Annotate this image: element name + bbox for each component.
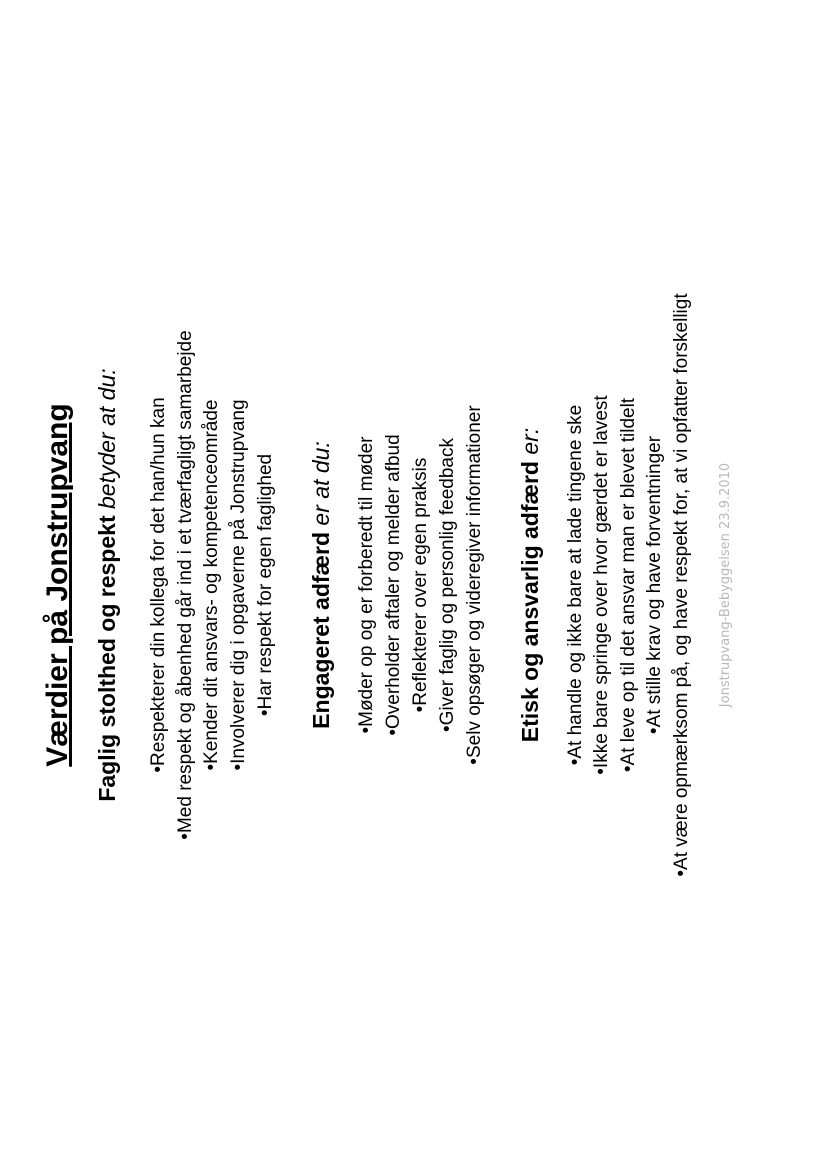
section-heading-italic: er: xyxy=(517,427,543,455)
list-item: •Giver faglig og personlig feedback xyxy=(437,438,458,732)
section-heading-italic: betyder at du: xyxy=(94,368,120,509)
list-item: •At stille krav og have forventninger xyxy=(644,435,665,735)
list-item: •Overholder aftaler og melder afbud xyxy=(383,434,404,736)
list-item: •At være opmærksom på, og have respekt for, at vi opfatter forskelligt xyxy=(671,293,692,877)
list-item: •At handle og ikke bare at lade tingene ske xyxy=(565,404,586,766)
section-heading-bold: Etisk og ansvarlig adfærd xyxy=(517,461,543,743)
list-item: •At leve op til det ansvar man er blevet tildelt xyxy=(618,397,639,773)
section-heading-engageret-adfaerd xyxy=(308,85,335,1085)
list-item: •Respekterer din kollega for det han/hun kan xyxy=(148,397,169,773)
slide-page xyxy=(33,85,793,1085)
list-item: •Selv opsøger og videregiver informationer xyxy=(464,405,485,765)
section-heading-faglig-stolthed xyxy=(94,85,121,1085)
slide-footer: Jonstrupvang-Bebyggelsen 23.9.2010 xyxy=(718,462,733,708)
section-heading-etisk-adfaerd xyxy=(517,85,544,1085)
list-item: •Involverer dig i opgaverne på Jonstrupvang xyxy=(228,399,249,771)
section-heading-italic: er at du: xyxy=(308,441,334,526)
list-item: •Reflekterer over egen praksis xyxy=(410,457,431,713)
list-item: •Møder op og er forberedt til møder xyxy=(356,436,377,734)
list-item: •Med respekt og åbenhed går ind i et tværfagligt samarbejde xyxy=(175,330,196,840)
section-heading-bold: Engageret adfærd xyxy=(308,531,334,729)
slide-title: Værdier på Jonstrupvang xyxy=(41,403,74,767)
list-item: •Har respekt for egen faglighed xyxy=(255,453,276,717)
list-item: •Kender dit ansvars- og kompetenceområde xyxy=(201,399,222,771)
list-item: •Ikke bare springe over hvor gærdet er lavest xyxy=(591,395,612,775)
section-heading-bold: Faglig stolthed og respekt xyxy=(94,515,120,802)
